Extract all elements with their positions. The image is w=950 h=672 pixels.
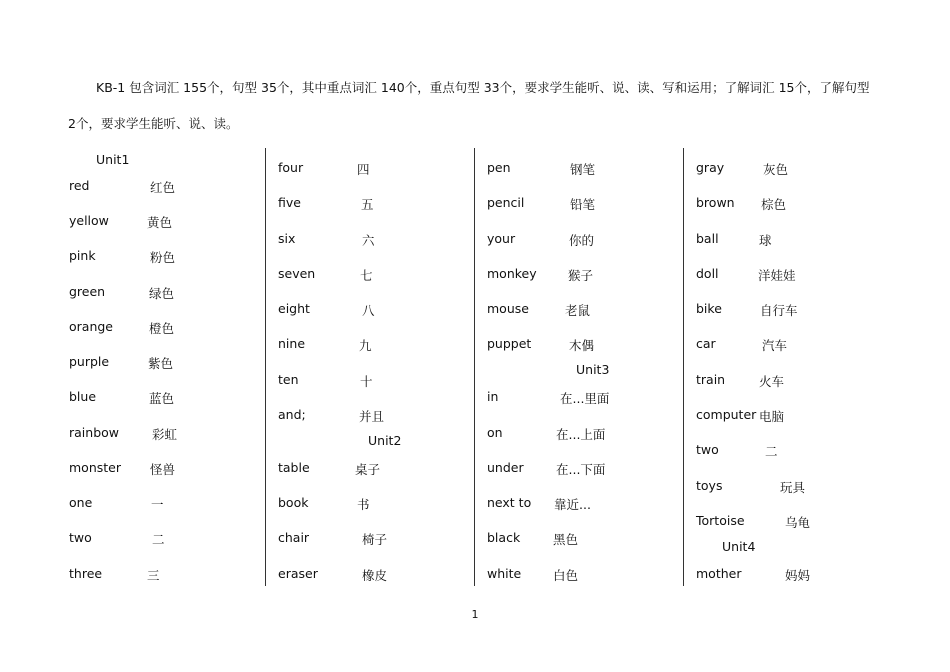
intro-line-1: KB-1 包含词汇 155个，句型 35个，其中重点词汇 140个，重点句型 33个，要求学生能听、说、读、写和运用；了解词汇 15个，了解句型 [96, 80, 870, 95]
unit-heading: Unit4 [722, 539, 756, 554]
chinese-meaning: 洋娃娃 [758, 268, 796, 283]
english-word: train [696, 372, 726, 387]
page-number: 1 [471, 608, 479, 621]
english-word: monster [69, 460, 121, 475]
chinese-meaning: 黄色 [147, 215, 173, 230]
english-word: pink [69, 248, 96, 263]
chinese-meaning: 灰色 [763, 162, 789, 177]
chinese-meaning: 铅笔 [570, 197, 596, 212]
vocab-column-4 [696, 148, 896, 588]
english-word: monkey [487, 266, 537, 281]
english-word: chair [278, 530, 310, 545]
english-word: one [69, 495, 93, 510]
english-word: six [278, 231, 296, 246]
chinese-meaning: 椅子 [362, 532, 388, 547]
chinese-meaning: 十 [360, 374, 373, 389]
english-word: purple [69, 354, 110, 369]
english-word: ten [278, 372, 299, 387]
chinese-meaning: 紫色 [148, 356, 174, 371]
english-word: orange [69, 319, 113, 334]
english-word: doll [696, 266, 719, 281]
english-word: on [487, 425, 503, 440]
chinese-meaning: 橙色 [149, 321, 175, 336]
english-word: mouse [487, 301, 529, 316]
english-word: green [69, 284, 106, 299]
chinese-meaning: 在...下面 [556, 462, 606, 477]
english-word: brown [696, 195, 735, 210]
chinese-meaning: 九 [359, 338, 372, 353]
vocab-column-1 [69, 148, 259, 588]
chinese-meaning: 二 [152, 532, 165, 547]
english-word: under [487, 460, 524, 475]
chinese-meaning: 橡皮 [362, 568, 388, 583]
chinese-meaning: 一 [151, 497, 164, 512]
chinese-meaning: 在...上面 [556, 427, 606, 442]
english-word: seven [278, 266, 316, 281]
vocab-column-2 [278, 148, 468, 588]
chinese-meaning: 球 [759, 233, 772, 248]
chinese-meaning: 桌子 [355, 462, 381, 477]
english-word: and; [278, 407, 306, 422]
chinese-meaning: 书 [357, 497, 370, 512]
english-word: rainbow [69, 425, 119, 440]
chinese-meaning: 三 [147, 568, 160, 583]
english-word: puppet [487, 336, 532, 351]
english-word: red [69, 178, 90, 193]
english-word: in [487, 389, 499, 404]
english-word: two [69, 530, 92, 545]
vocab-column-3 [487, 148, 677, 588]
english-word: car [696, 336, 716, 351]
english-word: book [278, 495, 309, 510]
chinese-meaning: 钢笔 [570, 162, 596, 177]
chinese-meaning: 八 [362, 303, 375, 318]
english-word: gray [696, 160, 725, 175]
english-word: pen [487, 160, 511, 175]
chinese-meaning: 你的 [569, 233, 595, 248]
english-word: four [278, 160, 304, 175]
chinese-meaning: 玩具 [780, 480, 806, 495]
chinese-meaning: 乌龟 [785, 515, 811, 530]
column-divider [265, 148, 266, 586]
english-word: your [487, 231, 516, 246]
english-word: eraser [278, 566, 318, 581]
chinese-meaning: 靠近... [554, 497, 591, 512]
english-word: three [69, 566, 103, 581]
english-word: yellow [69, 213, 109, 228]
chinese-meaning: 木偶 [569, 338, 595, 353]
english-word: blue [69, 389, 97, 404]
chinese-meaning: 在...里面 [560, 391, 610, 406]
english-word: toys [696, 478, 723, 493]
chinese-meaning: 猴子 [568, 268, 594, 283]
chinese-meaning: 蓝色 [149, 391, 175, 406]
english-word: black [487, 530, 521, 545]
chinese-meaning: 电脑 [759, 409, 785, 424]
intro-line-2: 2个，要求学生能听、说、读。 [68, 116, 239, 131]
english-word: white [487, 566, 522, 581]
english-word: two [696, 442, 719, 457]
english-word: Tortoise [696, 513, 745, 528]
chinese-meaning: 妈妈 [785, 568, 811, 583]
chinese-meaning: 老鼠 [565, 303, 591, 318]
unit-heading: Unit2 [368, 433, 402, 448]
english-word: ball [696, 231, 719, 246]
column-divider [474, 148, 475, 586]
intro-paragraph [68, 70, 898, 142]
chinese-meaning: 六 [362, 233, 375, 248]
english-word: next to [487, 495, 532, 510]
unit-heading: Unit1 [96, 152, 130, 167]
english-word: eight [278, 301, 310, 316]
english-word: five [278, 195, 301, 210]
english-word: nine [278, 336, 306, 351]
chinese-meaning: 绿色 [149, 286, 175, 301]
chinese-meaning: 白色 [553, 568, 579, 583]
chinese-meaning: 七 [360, 268, 373, 283]
chinese-meaning: 怪兽 [150, 462, 176, 477]
chinese-meaning: 粉色 [150, 250, 176, 265]
chinese-meaning: 五 [361, 197, 374, 212]
column-divider [683, 148, 684, 586]
english-word: pencil [487, 195, 525, 210]
chinese-meaning: 棕色 [761, 197, 787, 212]
english-word: table [278, 460, 310, 475]
chinese-meaning: 火车 [759, 374, 785, 389]
chinese-meaning: 黑色 [553, 532, 579, 547]
english-word: computer [696, 407, 757, 422]
chinese-meaning: 二 [765, 444, 778, 459]
unit-heading: Unit3 [576, 362, 610, 377]
chinese-meaning: 自行车 [760, 303, 798, 318]
chinese-meaning: 彩虹 [152, 427, 178, 442]
chinese-meaning: 四 [357, 162, 370, 177]
english-word: mother [696, 566, 742, 581]
chinese-meaning: 并且 [359, 409, 385, 424]
chinese-meaning: 红色 [150, 180, 176, 195]
english-word: bike [696, 301, 722, 316]
chinese-meaning: 汽车 [762, 338, 788, 353]
